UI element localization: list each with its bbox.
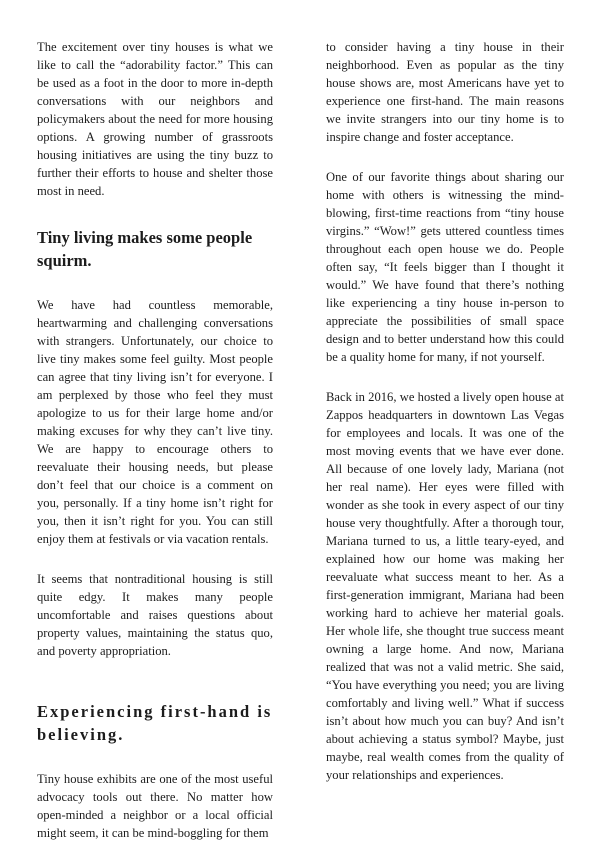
right-column — [326, 38, 564, 806]
paragraph: We have had countless memorable, heartwarming and challenging conversations with strangers. Unfortunately, our choice to live tiny makes some feel guilty. Most people can agree that tiny living isn’t for everyone. I am perplexed by those who feel they must apologize to us for their large home and/or making excuses for why they can’t live tiny. We are happy to encourage others to reevaluate their housing needs, but please don’t feel that our choice is a comment on you, personally. If a tiny home isn’t right for you, then it isn’t right for you. You can still enjoy them at festivals or via vacation rentals. — [37, 298, 273, 546]
paragraph: It seems that nontraditional housing is still quite edgy. It makes many people uncomfortable and raises questions about property values, maintaining the status quo, and poverty appropriation. — [37, 572, 273, 658]
paragraph: The excitement over tiny houses is what we like to call the “adorability factor.” This can be used as a foot in the door to more in-depth conversations with our neighbors and policymakers about the need for more housing options. A growing number of grassroots housing initiatives are using the tiny buzz to further their efforts to house and shelter those most in need. — [37, 40, 273, 198]
left-column — [37, 38, 273, 864]
section-heading: Tiny living makes some people squirm. — [37, 228, 253, 270]
section-heading: Experiencing first-hand is believing. — [37, 702, 273, 744]
paragraph: Tiny house exhibits are one of the most useful advocacy tools out there. No matter how open-minded a neighbor or a local official might seem, it can be mind-boggling for them — [37, 772, 273, 840]
paragraph: to consider having a tiny house in their neighborhood. Even as popular as the tiny house shows are, most Americans have yet to experience one first-hand. The main reasons we invite strangers into our tiny home is to inspire change and foster acceptance. — [326, 40, 564, 144]
paragraph: Back in 2016, we hosted a lively open house at Zappos headquarters in downtown Las Vegas for employees and locals. It was one of the most moving events that we have ever done. All because of one lovely lady, Mariana (not her real name). Her eyes were filled with wonder as she took in every aspect of our tiny house very thoughtfully. After a thorough tour, Mariana turned to us, a little teary-eyed, and explained how our home was making her reevaluate what success meant to her. As a first-generation immigrant, Mariana had been working hard to achieve her material goals. Her whole life, she thought true success meant owning a large home. And now, Mariana realized that was not a valid metric. She said, “You have everything you need; you are living comfortably and living well.” What if success isn’t about how much you can buy? And isn’t about achieving a status symbol? Maybe, just maybe, real wealth comes from the quality of your relationships and experiences. — [326, 390, 564, 782]
paragraph: One of our favorite things about sharing our home with others is witnessing the mind-blowing, first-time reactions from “tiny house virgins.” “Wow!” gets uttered countless times throughout each open house we do. People often say, “It feels bigger than I thought it would.” We have found that there’s nothing like experiencing a tiny house in-person to appreciate the possibilities of small space design and to better understand how this could be a quality home for many, if not yourself. — [326, 170, 564, 364]
